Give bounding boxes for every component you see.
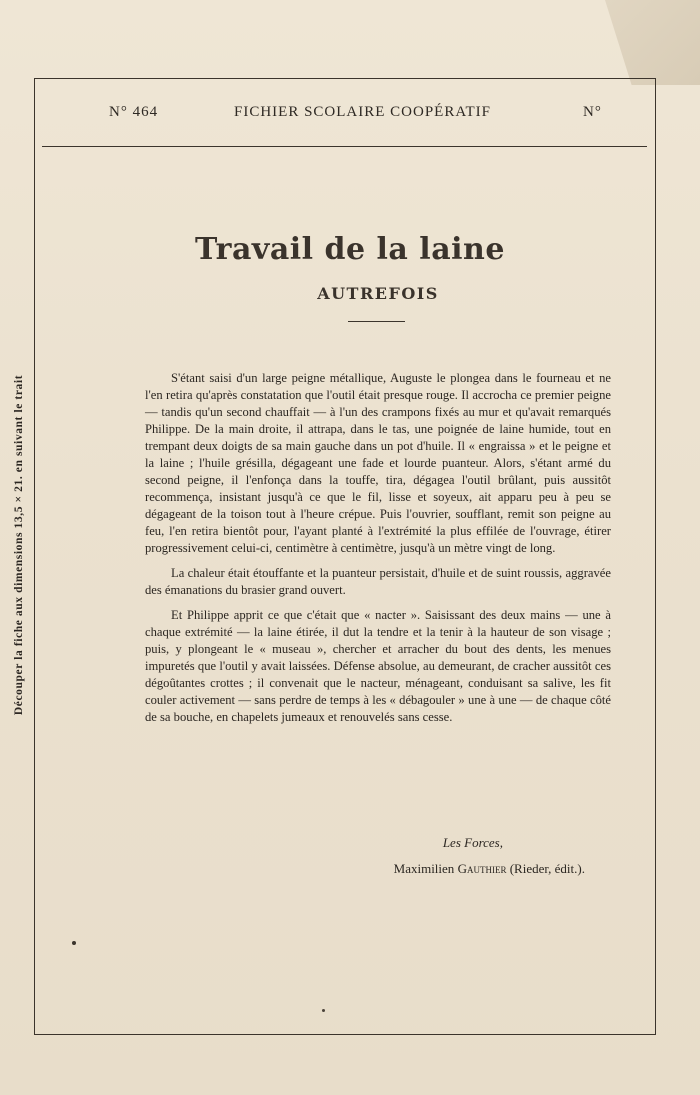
source-author (145, 856, 611, 882)
ink-speck (322, 1009, 325, 1012)
cutting-instruction-text: Découper la fiche aux dimensions 13,5 × 21. en suivant le trait (13, 374, 25, 716)
card-number: N° 464 (109, 104, 159, 120)
source-work: Les Forces, (442, 835, 503, 850)
author-last-name: Gauthier (457, 861, 507, 876)
article-body (145, 370, 611, 734)
title-divider (348, 321, 405, 322)
card-number-blank: N° (583, 104, 602, 120)
collection-title: FICHIER SCOLAIRE COOPÉRATIF (234, 104, 492, 120)
article-subtitle: AUTREFOIS (317, 284, 439, 303)
ink-speck (72, 941, 76, 945)
paragraph: La chaleur était étouffante et la puanteur persistait, d'huile et de suint roussis, aggravée des émanations du brasier grand ouvert. (145, 566, 611, 597)
publisher: (Rieder, édit.). (509, 861, 585, 876)
source-citation (145, 830, 611, 882)
card-header (34, 104, 656, 128)
paragraph: S'étant saisi d'un large peigne métallique, Auguste le plongea dans le fourneau et ne l'en retira qu'après constatation que l'outil était presque rouge. Il accrocha ce premier peigne — tandis qu'un second chauffait — à l'un des crampons fixés au mur et qu'avait remarqués Philippe. De la main droite, il attrapa, dans le tas, une poignée de laine humide, tout en trempant deux doigts de sa main gauche dans un pot d'huile. Il « engraissa » et le peigne et la laine ; l'huile grésilla, dégageant une fade et lourde puanteur. Alors, s'étant armé du second peigne, il l'enfonça dans la touffe, tira, dégagea l'outil brûlant, puis aussitôt recommença, insistant jusqu'à ce que le fil, lisse et soyeux, ait apparu peu à peu se dégageant de la toison tout à l'heure crépue. Puis l'ouvrier, soufflant, remit son peigne au feu, l'en retira bientôt pour, l'ayant planté à l'extrémité la plus effilée de l'ouvrage, étirer progressivement celui-ci, centimètre à centimètre, jusqu'à un mètre vingt de long. (145, 371, 611, 555)
paragraph: Et Philippe apprit ce que c'était que « nacter ». Saisissant des deux mains — une à chaque extrémité — la laine étirée, il dut la tendre et la tenir à la hauteur de son visage ; puis, y plongeant le « museau », chercher et arracher du bout des dents, les menues impuretés que l'outil y avait laissées. Défense absolue, au demeurant, de cracher aussitôt ces dégoûtantes crottes ; il convenait que le nacteur, ménageant, conduisant sa salive, les fit couler activement — sans perdre de temps à les « débagouler » une à une — de chaque côté de sa bouche, en chapelets jumeaux et renouvelés sans cesse. (145, 608, 611, 724)
article-title: Travail de la laine (195, 232, 505, 267)
header-divider (42, 146, 647, 147)
author-first-name: Maximilien (393, 861, 455, 876)
